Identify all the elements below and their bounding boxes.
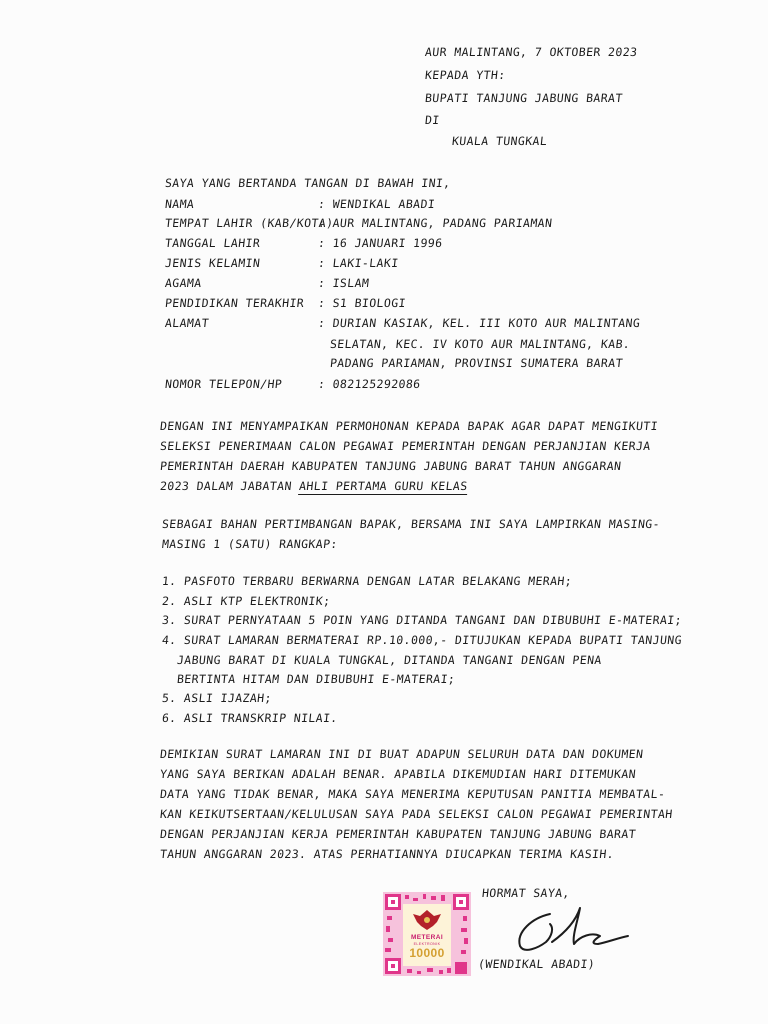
attachment-item-2: 2. ASLI KTP ELEKTRONIK; [161, 594, 332, 608]
field-label-pendidikan: PENDIDIKAN TERAKHIR [164, 296, 305, 310]
e-meterai-stamp [383, 892, 471, 976]
signoff-greeting: HORMAT SAYA, [481, 886, 571, 900]
signer-name: (WENDIKAL ABADI) [477, 957, 596, 971]
signature-scribble [510, 902, 640, 957]
jabatan-underlined: AHLI PERTAMA GURU KELAS [298, 479, 469, 493]
para2-line-1: SEBAGAI BAHAN PERTIMBANGAN BAPAK, BERSAMA INI SAYA LAMPIRKAN MASING- [161, 517, 661, 531]
field-value-tanggal-lahir: : 16 JANUARI 1996 [317, 236, 444, 250]
para1-last: 2023 DALAM JABATAN [159, 479, 293, 493]
para1-line-1: DENGAN INI MENYAMPAIKAN PERMOHONAN KEPADA BAPAK AGAR DAPAT MENGIKUTI [159, 419, 659, 433]
field-label-jenis-kelamin: JENIS KELAMIN [164, 256, 261, 270]
closing-line-6: TAHUN ANGGARAN 2023. ATAS PERHATIANNYA DIUCAPKAN TERIMA KASIH. [159, 847, 615, 861]
intro-line: SAYA YANG BERTANDA TANGAN DI BAWAH INI, [164, 176, 452, 190]
place-date: AUR MALINTANG, 7 OKTOBER 2023 [424, 45, 639, 59]
stamp-title: METERAI [410, 934, 444, 941]
field-value-pendidikan: : S1 BIOLOGI [317, 296, 407, 310]
field-value-agama: : ISLAM [317, 276, 371, 290]
para1-line-2: SELEKSI PENERIMAAN CALON PEGAWAI PEMERINTAH DENGAN PERJANJIAN KERJA [159, 439, 652, 453]
address-line-2: SELATAN, KEC. IV KOTO AUR MALINTANG, KAB. [329, 337, 632, 351]
recipient-city: KUALA TUNGKAL [451, 134, 548, 148]
field-value-telepon: : 082125292086 [317, 377, 422, 391]
para1-line-4 [159, 478, 468, 494]
attachment-item-1: 1. PASFOTO TERBARU BERWARNA DENGAN LATAR BELAKANG MERAH; [161, 574, 573, 588]
para2-line-2: MASING 1 (SATU) RANGKAP: [161, 537, 339, 551]
field-label-alamat: ALAMAT [164, 316, 210, 330]
recipient-di: DI [424, 113, 441, 127]
para1-line-3: PEMERINTAH DAERAH KABUPATEN TANJUNG JABUNG BARAT TAHUN ANGGARAN [159, 459, 623, 473]
attachment-item-6: 6. ASLI TRANSKRIP NILAI. [161, 711, 339, 725]
field-value-jenis-kelamin: : LAKI-LAKI [317, 256, 400, 270]
attachment-item-5: 5. ASLI IJAZAH; [161, 691, 273, 705]
attachment-item-3: 3. SURAT PERNYATAAN 5 POIN YANG DITANDA TANGANI DAN DIBUBUHI E-MATERAI; [161, 613, 683, 627]
field-label-agama: AGAMA [164, 276, 203, 290]
closing-line-1: DEMIKIAN SURAT LAMARAN INI DI BUAT ADAPUN SELURUH DATA DAN DOKUMEN [159, 747, 645, 761]
stamp-subtitle: ELEKTRONIK [413, 942, 441, 946]
recipient: BUPATI TANJUNG JABUNG BARAT [424, 91, 624, 105]
attachment-item-4-line-2: JABUNG BARAT DI KUALA TUNGKAL, DITANDA TANGANI DENGAN PENA [176, 653, 603, 667]
field-value-tempat-lahir: : AUR MALINTANG, PADANG PARIAMAN [317, 216, 554, 230]
field-label-tempat-lahir: TEMPAT LAHIR (KAB/KOTA) [164, 216, 335, 230]
stamp-amount: 10000 [409, 946, 445, 960]
closing-line-2: YANG SAYA BERIKAN ADALAH BENAR. APABILA DIKEMUDIAN HARI DITEMUKAN [159, 767, 637, 781]
closing-line-3: DATA YANG TIDAK BENAR, MAKA SAYA MENERIMA KEPUTUSAN PANITIA MEMBATAL- [159, 787, 667, 801]
field-label-tanggal-lahir: TANGGAL LAHIR [164, 236, 261, 250]
closing-line-5: DENGAN PERJANJIAN KERJA PEMERINTAH KABUPATEN TANJUNG JABUNG BARAT [159, 827, 637, 841]
to-label: KEPADA YTH: [424, 68, 507, 82]
field-value-alamat: : DURIAN KASIAK, KEL. III KOTO AUR MALINTANG [317, 316, 641, 330]
attachment-item-4: 4. SURAT LAMARAN BERMATERAI RP.10.000,- DITUJUKAN KEPADA BUPATI TANJUNG [161, 633, 683, 647]
closing-line-4: KAN KEIKUTSERTAAN/KELULUSAN SAYA PADA SELEKSI CALON PEGAWAI PEMERINTAH [159, 807, 674, 821]
attachment-item-4-line-3: BERTINTA HITAM DAN DIBUBUHI E-MATERAI; [176, 672, 457, 686]
address-line-3: PADANG PARIAMAN, PROVINSI SUMATERA BARAT [329, 356, 624, 370]
field-label-telepon: NOMOR TELEPON/HP [164, 377, 283, 391]
field-label-nama: NAMA [164, 197, 196, 211]
field-value-nama: : WENDIKAL ABADI [317, 197, 436, 211]
